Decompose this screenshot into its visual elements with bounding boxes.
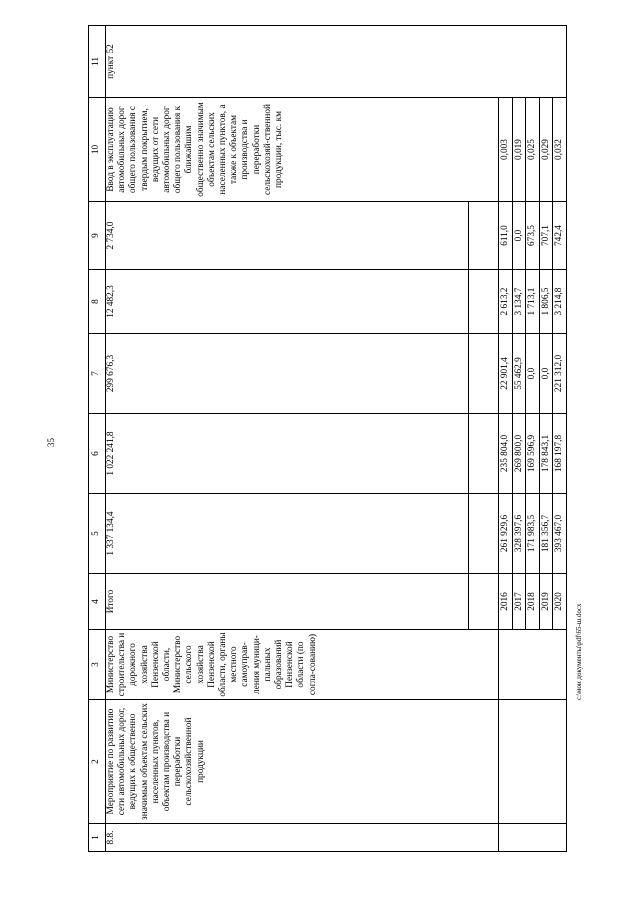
row-number: 8.8. <box>106 824 499 852</box>
cell-c5: 393 467,0 <box>553 494 567 574</box>
cell-c10: 0,003 <box>499 98 513 202</box>
total-label: Итого <box>106 574 469 630</box>
rotated-table-wrapper <box>88 26 583 852</box>
cell-c7: 0,0 <box>539 334 553 414</box>
col-num-7: 7 <box>89 334 106 414</box>
cell-c9: 0,0 <box>512 202 526 270</box>
total-c9: 2 734,0 <box>106 202 469 270</box>
cell-c5: 181 356,7 <box>539 494 553 574</box>
col-num-2: 2 <box>89 700 106 824</box>
table-row <box>526 26 540 852</box>
year: 2020 <box>553 574 567 630</box>
footer-file-path: c:\мои документы\pdf\65-ш.docx <box>575 603 583 700</box>
cell-c8: 3 134,7 <box>512 270 526 334</box>
year: 2017 <box>512 574 526 630</box>
cell-c8: 3 214,8 <box>553 270 567 334</box>
indicator: Ввод в эксплуатацию автомобильных дорог общего пользования с твердым покрытием, ведущих от сети автомобильных дорог общего пользования к ближайшим общественно значимым объектам сельских населенных пунктов, а также к объектам производства и переработки сельскохозяй-ственной продукции, тыс. км <box>106 98 499 202</box>
measure-name: Мероприятие по развитию сети автомобильных дорог, ведущих к общественно значимым объектам сельских населенных пунктов, объектам производства и переработки сельскохозяйственной продукции <box>106 700 499 824</box>
cell-c8: 1 806,5 <box>539 270 553 334</box>
cell-c10: 0,025 <box>526 98 540 202</box>
total-c5: 1 337 134,4 <box>106 494 469 574</box>
cell-c9: 673,5 <box>526 202 540 270</box>
col-num-11: 11 <box>89 26 106 98</box>
col-num-3: 3 <box>89 630 106 700</box>
table-row <box>553 26 567 852</box>
program-table <box>88 25 567 852</box>
table-row <box>106 26 469 852</box>
cell-c5: 261 929,6 <box>499 494 513 574</box>
executor: Министерство строительства и дорожного хозяйства Пензенской области, Министерство сельского хозяйства Пензенской области, органы местного самоуправ-ления муници-пальных образований Пензенской области (по согла-сованию) <box>106 630 499 700</box>
cell-c10: 0,029 <box>539 98 553 202</box>
col-num-4: 4 <box>89 574 106 630</box>
total-c7: 299 676,3 <box>106 334 469 414</box>
cell-c10: 0,019 <box>512 98 526 202</box>
col-num-6: 6 <box>89 414 106 494</box>
cell-c8: 2 613,2 <box>499 270 513 334</box>
page-number: 35 <box>46 438 56 447</box>
table-row <box>512 26 526 852</box>
year: 2018 <box>526 574 540 630</box>
cell-c7: 0,0 <box>526 334 540 414</box>
cell-c10: 0,032 <box>553 98 567 202</box>
cell-c8: 1 713,1 <box>526 270 540 334</box>
year: 2019 <box>539 574 553 630</box>
total-c8: 12 482,3 <box>106 270 469 334</box>
column-numbers-row <box>89 26 106 852</box>
table-row <box>539 26 553 852</box>
cell-c6: 178 843,1 <box>539 414 553 494</box>
col-num-10: 10 <box>89 98 106 202</box>
year: 2016 <box>499 574 513 630</box>
col-num-1: 1 <box>89 824 106 852</box>
cell-c5: 171 983,5 <box>526 494 540 574</box>
col-num-8: 8 <box>89 270 106 334</box>
cell-c5: 328 397,6 <box>512 494 526 574</box>
reference: пункт 52 <box>106 26 567 98</box>
col-num-5: 5 <box>89 494 106 574</box>
table-row <box>499 26 513 852</box>
cell-c6: 168 197,8 <box>553 414 567 494</box>
cell-c6: 269 800,0 <box>512 414 526 494</box>
total-c6: 1 022 241,8 <box>106 414 469 494</box>
cell-c7: 55 462,9 <box>512 334 526 414</box>
cell-c9: 707,1 <box>539 202 553 270</box>
cell-c7: 22 901,4 <box>499 334 513 414</box>
cell-c9: 742,4 <box>553 202 567 270</box>
cell-c7: 221 312,0 <box>553 334 567 414</box>
cell-c9: 611,0 <box>499 202 513 270</box>
cell-c6: 169 596,9 <box>526 414 540 494</box>
col-num-9: 9 <box>89 202 106 270</box>
cell-c6: 235 804,0 <box>499 414 513 494</box>
